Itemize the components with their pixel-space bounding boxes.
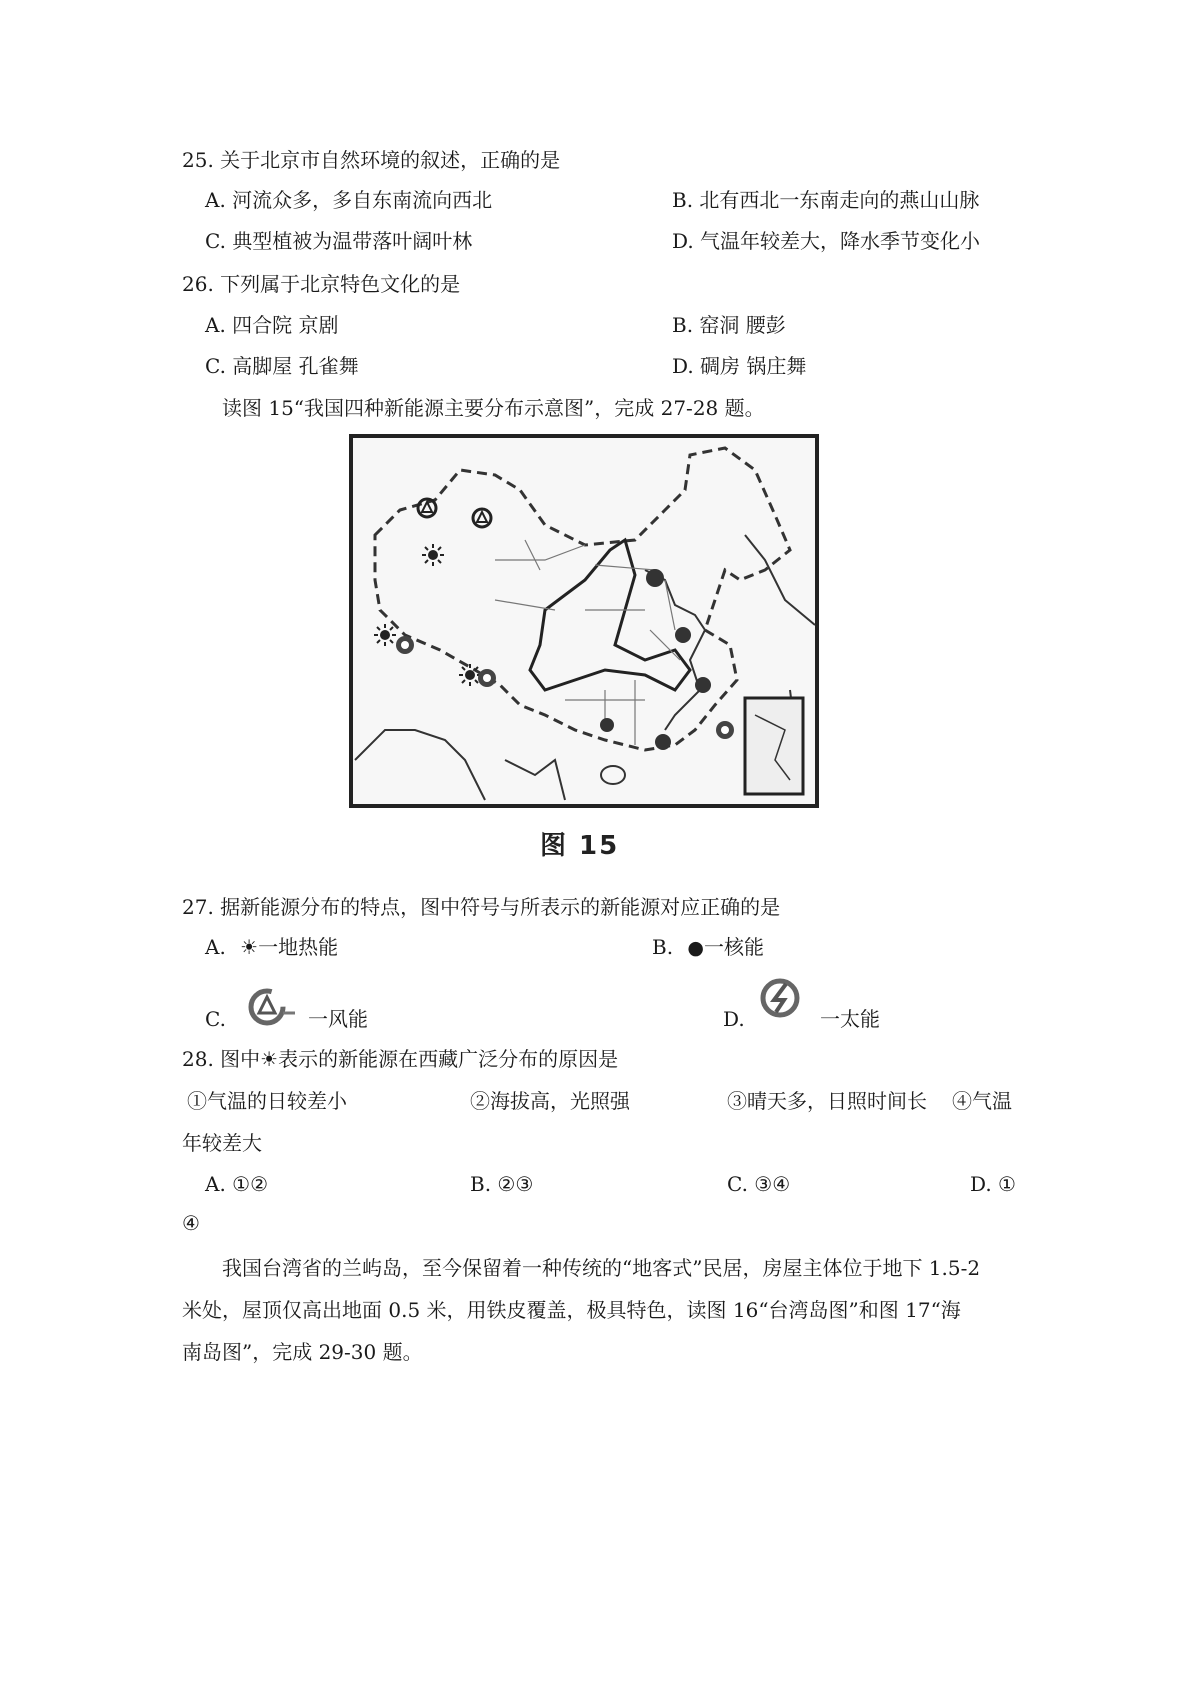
q26-option-c: C. 高脚屋 孔雀舞 — [205, 354, 359, 378]
q28-stem-pre: 28. 图中 — [182, 1047, 261, 1071]
nuclear-symbol — [646, 569, 664, 587]
q28-item-4-part2: 年较差大 — [182, 1131, 262, 1155]
q28-option-d-part2: ④ — [182, 1211, 200, 1235]
q27-a-text: 一地热能 — [258, 935, 339, 959]
south-sea-inset — [745, 698, 803, 794]
sun-icon: ☀ — [240, 935, 259, 959]
passage-line-3: 南岛图”，完成 29-30 题。 — [182, 1340, 423, 1364]
question-25-stem: 25. 关于北京市自然环境的叙述，正确的是 — [182, 148, 561, 172]
q28-item-2: ②海拔高，光照强 — [470, 1089, 630, 1113]
wind-energy-symbol-icon — [235, 975, 305, 1035]
solar-energy-symbol-icon — [750, 968, 820, 1028]
question-28-stem — [182, 1045, 618, 1073]
geothermal-symbol — [716, 721, 734, 739]
nuclear-symbol — [655, 734, 671, 750]
q27-c-letter: C. — [205, 1007, 226, 1031]
q27-d-text: 一太能 — [820, 1007, 880, 1031]
question-26-stem: 26. 下列属于北京特色文化的是 — [182, 272, 461, 296]
nuclear-symbol — [695, 677, 711, 693]
question-27-stem: 27. 据新能源分布的特点，图中符号与所表示的新能源对应正确的是 — [182, 895, 781, 919]
figure-15-caption: 图 15 — [540, 831, 620, 861]
q26-option-b: B. 窑洞 腰彭 — [672, 313, 786, 337]
sun-symbol — [422, 544, 444, 566]
china-energy-map — [345, 430, 823, 812]
passage-line-1: 我国台湾省的兰屿岛，至今保留着一种传统的“地客式”民居，房屋主体位于地下 1.5-2 — [222, 1256, 981, 1280]
q27-c-text: 一风能 — [308, 1007, 368, 1031]
q25-option-b: B. 北有西北一东南走向的燕山山脉 — [672, 188, 980, 212]
q27-d-letter: D. — [723, 1007, 745, 1031]
q25-option-c: C. 典型植被为温带落叶阔叶林 — [205, 229, 473, 253]
q28-stem-post: 表示的新能源在西藏广泛分布的原因是 — [278, 1047, 619, 1071]
sun-symbol — [459, 664, 481, 686]
q25-option-a: A. 河流众多，多自东南流向西北 — [205, 188, 493, 212]
q28-item-3: ③晴天多，日照时间长 — [727, 1089, 927, 1113]
q28-option-c: C. ③④ — [727, 1172, 791, 1196]
nuclear-symbol — [675, 627, 691, 643]
q26-option-a: A. 四合院 京剧 — [205, 313, 339, 337]
figure-15-intro: 读图 15“我国四种新能源主要分布示意图”，完成 27-28 题。 — [222, 396, 765, 420]
q27-b-letter: B. — [652, 935, 674, 959]
q28-option-a: A. ①② — [205, 1172, 269, 1196]
nuclear-symbol — [600, 718, 614, 732]
filled-dot-icon: ● — [687, 937, 705, 959]
q27-option-b — [652, 933, 764, 961]
q26-option-d: D. 碉房 锅庄舞 — [672, 354, 807, 378]
q25-option-d: D. 气温年较差大，降水季节变化小 — [672, 229, 981, 253]
q28-option-d-part1: D. ① — [970, 1172, 1016, 1196]
q28-item-1: ①气温的日较差小 — [187, 1089, 347, 1113]
sun-symbol — [374, 624, 396, 646]
sun-icon: ☀ — [260, 1047, 279, 1071]
q27-a-letter: A. — [205, 935, 226, 959]
geothermal-symbol — [478, 669, 496, 687]
q27-option-a — [205, 933, 338, 961]
passage-line-2: 米处，屋顶仅高出地面 0.5 米，用铁皮覆盖，极具特色，读图 16“台湾岛图”和图 17“海 — [182, 1298, 961, 1322]
q28-option-b: B. ②③ — [470, 1172, 534, 1196]
q28-item-4-part1: ④气温 — [952, 1089, 1012, 1113]
q27-b-text: 一核能 — [704, 935, 765, 959]
geothermal-symbol — [396, 636, 414, 654]
